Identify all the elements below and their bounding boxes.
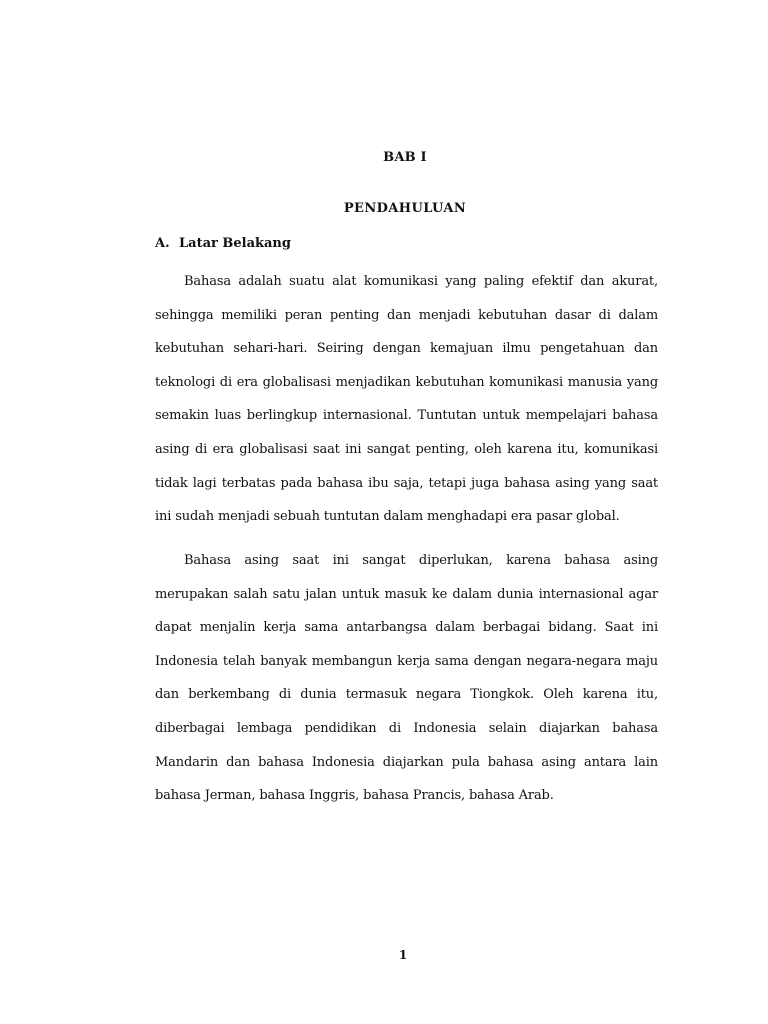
page-number: 1 — [398, 948, 408, 962]
section-title: Latar Belakang — [179, 236, 291, 251]
chapter-label: BAB I — [383, 150, 427, 165]
chapter-title: PENDAHULUAN — [343, 201, 467, 216]
section-heading — [155, 236, 291, 251]
body-paragraph-1: Bahasa adalah suatu alat komunikasi yang paling efektif dan akurat, sehingga memiliki peran penting dan menjadi kebutuhan dasar di dalam kebutuhan sehari-hari. Seiring dengan kemajuan ilmu pengetahuan dan teknologi di era globalisasi menjadikan kebutuhan komunikasi manusia yang semakin luas berlingkup internasional. Tuntutan untuk mempelajari bahasa asing di era globalisasi saat ini sangat penting, oleh karena itu, komunikasi tidak lagi terbatas pada bahasa ibu saja, tetapi juga bahasa asing yang saat ini sudah menjadi sebuah tuntutan dalam menghadapi era pasar global. — [155, 274, 658, 525]
body-paragraph-2: Bahasa asing saat ini sangat diperlukan, karena bahasa asing merupakan salah satu jalan untuk masuk ke dalam dunia internasional agar dapat menjalin kerja sama antarbangsa dalam berbagai bidang. Saat ini Indonesia telah banyak membangun kerja sama dengan negara-negara maju dan berkembang di dunia termasuk negara Tiongkok. Oleh karena itu, diberbagai lembaga pendidikan di Indonesia selain diajarkan bahasa Mandarin dan bahasa Indonesia diajarkan pula bahasa asing antara lain bahasa Jerman, bahasa Inggris, bahasa Prancis, bahasa Arab. — [155, 553, 658, 804]
section-number: A. — [155, 236, 170, 251]
